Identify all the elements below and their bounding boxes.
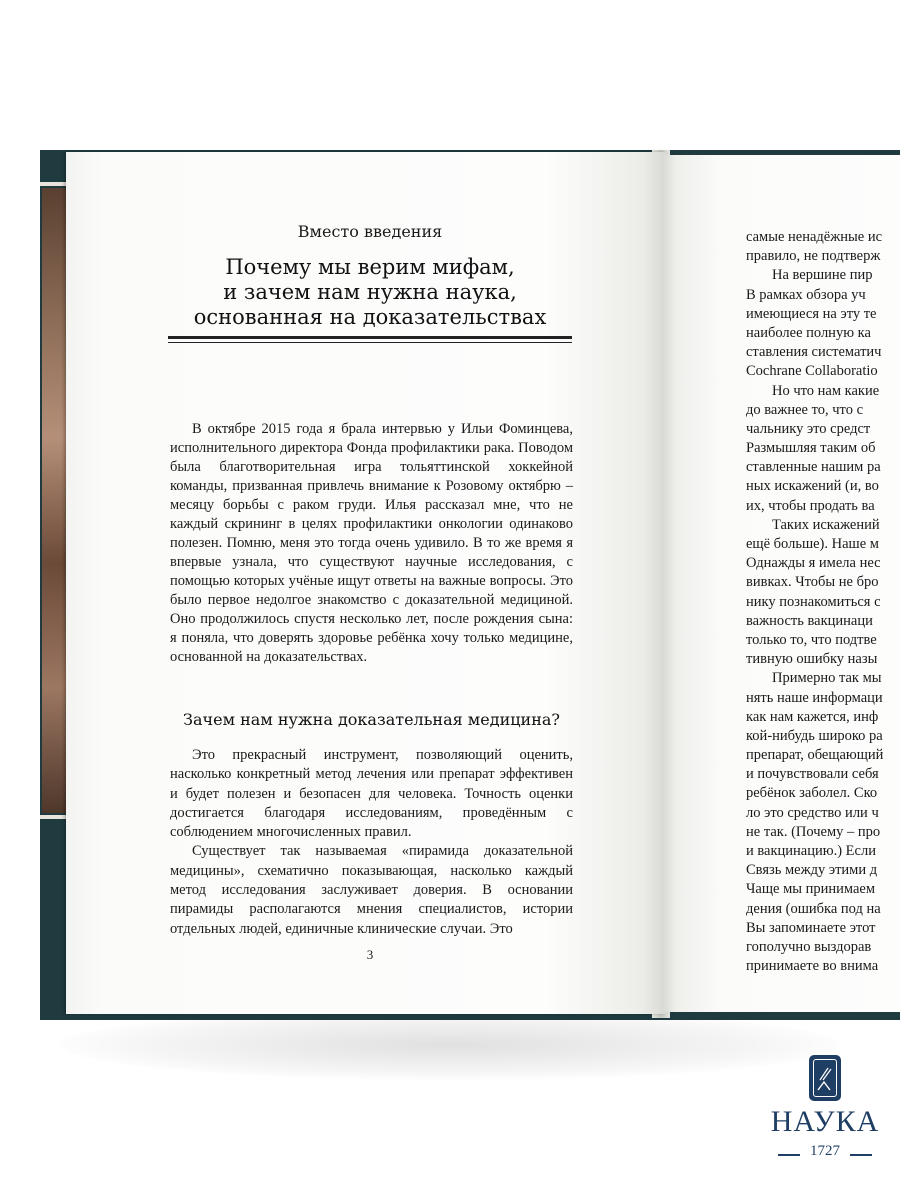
text-line: Размышляя таким об bbox=[746, 440, 876, 457]
text-line: правило, не подтверж bbox=[746, 248, 881, 265]
text-line: тивную ошибку назы bbox=[746, 651, 878, 668]
text-line: как нам кажется, инф bbox=[746, 708, 879, 725]
paragraph: Существует так называемая «пирамида доказательной медицины», схематично показывающая, насколько каждый метод исследования заслуживает доверия. В основании пирамиды располагаются мнения специалистов, истории отдельных людей, единичные клинические случаи. Это bbox=[170, 843, 573, 937]
text-line: Таких искажений bbox=[772, 516, 880, 533]
publisher-name: НАУКА bbox=[770, 1105, 880, 1138]
paragraph: Это прекрасный инструмент, позволяющий оценить, насколько конкретный метод лечения или препарат эффективен и будет полезен и безопасен для человека. Точность оценки достигается благодаря исследованиям, проведённым с соблюдением многочисленных правил. bbox=[170, 747, 573, 841]
text-line: ставления систематич bbox=[746, 344, 882, 361]
text-line: ло это средство или ч bbox=[746, 804, 879, 821]
text-line: важность вакцинаци bbox=[746, 612, 873, 629]
text-line: ещё больше). Наше м bbox=[746, 536, 879, 552]
intro-text bbox=[170, 420, 573, 667]
text-line: только то, что подтве bbox=[746, 631, 877, 648]
text-line: их, чтобы продать ва bbox=[746, 497, 875, 514]
text-line: до важнее то, что с bbox=[746, 401, 864, 418]
title-rule-thick bbox=[168, 336, 572, 339]
text-line: Cochrane Collaboratio bbox=[746, 363, 878, 380]
text-line: Однажды я имела нес bbox=[746, 555, 881, 572]
publisher-logo bbox=[770, 1055, 880, 1170]
text-line: В рамках обзора уч bbox=[746, 286, 866, 303]
section-text bbox=[170, 746, 573, 939]
text-line: принимаете во внима bbox=[746, 958, 879, 975]
text-line: нику познакомиться с bbox=[746, 593, 881, 610]
title-rule-thin bbox=[168, 342, 572, 343]
text-line: самые ненадёжные ис bbox=[746, 229, 883, 245]
text-line: и вакцинацию.) Если bbox=[746, 843, 876, 859]
publisher-year: 1727 bbox=[810, 1143, 840, 1159]
paragraph: В октябре 2015 года я брала интервью у Ильи Фоминцева, исполнительного директора Фонда профилактики рака. Поводом была благотворительная игра тольяттинской хоккейной команды, призванная привлечь внимание к Розовому октябрю – месяцу борьбы с раком груди. Илья рассказал мне, что не каждый скрининг в целях профилактики онкологии одинаково полезен. Помню, меня это тогда очень удивило. В то же время я впервые узнала, что существуют научные исследования, с помощью которых учёные ищут ответы на важные вопросы. Это было первое недолгое знакомство с доказательной медициной. Оно продолжилось спустя несколько лет, после рождения сына: я поняла, что доверять здоровье ребёнка хочу только медицине, основанной на доказательствах. bbox=[170, 421, 573, 665]
text-line: Чаще мы принимаем bbox=[746, 881, 876, 898]
text-line: наиболее полную ка bbox=[746, 324, 871, 341]
book-emblem-icon bbox=[809, 1055, 841, 1101]
book-shadow bbox=[60, 1010, 840, 1080]
text-line: На вершине пир bbox=[772, 267, 873, 284]
text-line: Но что нам какие bbox=[772, 382, 880, 399]
text-line: чальнику это средст bbox=[746, 420, 871, 437]
text-line: не так. (Почему – про bbox=[746, 823, 881, 840]
text-line: Связь между этими д bbox=[746, 862, 878, 879]
text-line: Вы запоминаете этот bbox=[746, 919, 876, 936]
text-line: вивках. Чтобы не бро bbox=[746, 574, 879, 591]
text-line: и почувствовали себя bbox=[746, 766, 879, 783]
text-line: гополучно выздорав bbox=[746, 938, 872, 955]
text-line: Примерно так мы bbox=[772, 670, 882, 687]
cover-illustration bbox=[42, 188, 66, 813]
right-page-text bbox=[746, 228, 900, 976]
chapter-title: Почему мы верим мифам, и зачем нам нужна наука, основанная на доказательствах bbox=[193, 255, 547, 329]
text-line: ставленные нашим ра bbox=[746, 459, 881, 476]
text-line: ребёнок заболел. Ско bbox=[746, 785, 878, 802]
text-line: ных искажений (и, во bbox=[746, 478, 879, 495]
section-label: Вместо введения bbox=[297, 222, 443, 241]
text-line: кой-нибудь широко ра bbox=[746, 727, 883, 744]
page-number: 3 bbox=[366, 947, 374, 962]
text-line: препарат, обещающий bbox=[746, 747, 884, 764]
text-line: дения (ошибка под на bbox=[746, 900, 881, 917]
text-line: нять наше информаци bbox=[746, 689, 883, 706]
text-line: имеющиеся на эту те bbox=[746, 305, 877, 322]
subheading: Зачем нам нужна доказательная медицина? bbox=[183, 710, 560, 729]
